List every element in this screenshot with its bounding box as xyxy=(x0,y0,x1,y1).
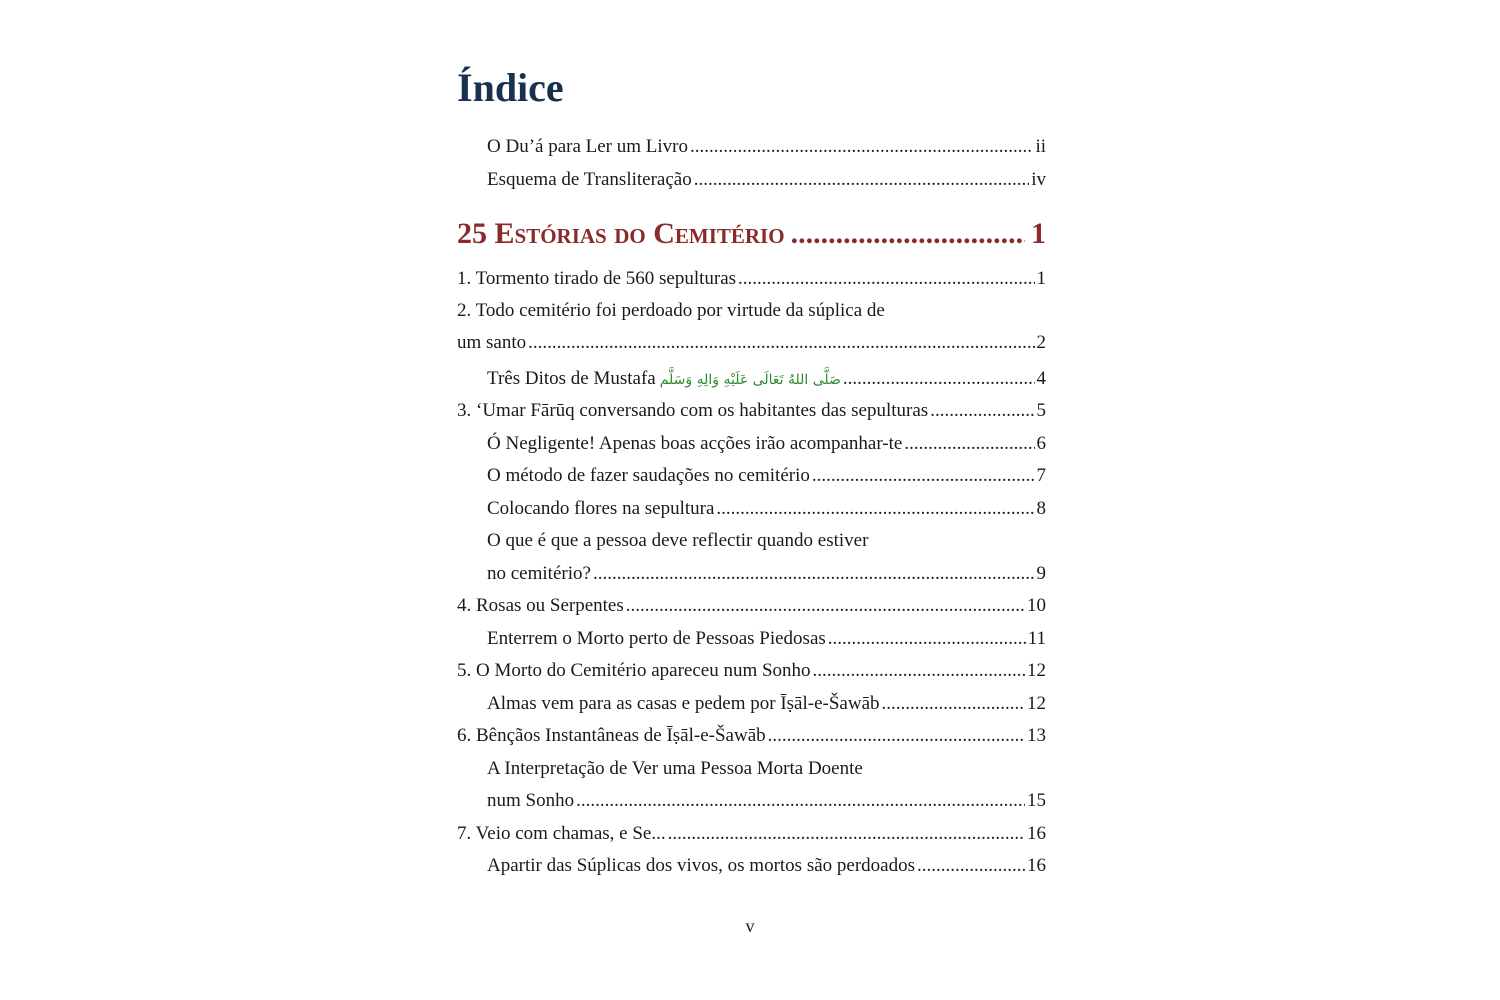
dot-leader xyxy=(828,625,1026,653)
toc-entry-page: 16 xyxy=(1027,823,1046,844)
chapter-title: Estórias do Cemitério xyxy=(494,217,785,250)
toc-entry-dua[interactable] xyxy=(457,133,1046,161)
dot-leader xyxy=(768,722,1025,750)
toc-entry-text-line1[interactable]: A Interpretação de Ver uma Pessoa Morta Doente xyxy=(487,758,863,779)
toc-entry-text: Apartir das Súplicas dos vivos, os mortos são perdoados xyxy=(487,855,915,876)
chapter-heading[interactable] xyxy=(457,214,1046,254)
toc-entry[interactable] xyxy=(457,430,1046,458)
toc-entry-page: 6 xyxy=(1036,433,1046,454)
dot-leader xyxy=(882,690,1025,718)
dot-leader xyxy=(791,214,1025,254)
toc-entry-text: 3. ‘Umar Fārūq conversando com os habitantes das sepulturas xyxy=(457,400,929,421)
toc-entry-text: Esquema de Transliteração xyxy=(487,169,692,190)
dot-leader xyxy=(626,592,1025,620)
toc-entry-text: 5. O Morto do Cemitério apareceu num Sonho xyxy=(457,660,811,681)
toc-entry-page: 11 xyxy=(1027,628,1046,649)
toc-entry-page: 5 xyxy=(1036,400,1046,421)
dot-leader xyxy=(904,430,1034,458)
toc-entry[interactable] xyxy=(457,329,1046,357)
toc-entry-page: 13 xyxy=(1027,725,1046,746)
toc-entry-text: Almas vem para as casas e pedem por Īṣāl-e-Šawāb xyxy=(487,693,880,714)
toc-entry[interactable] xyxy=(457,495,1046,523)
toc-entry-page: 7 xyxy=(1036,465,1046,486)
toc-entry[interactable] xyxy=(457,462,1046,490)
dot-leader xyxy=(576,787,1025,815)
dot-leader xyxy=(738,265,1034,293)
toc-entry-page: 12 xyxy=(1027,693,1046,714)
toc-entry[interactable] xyxy=(457,690,1046,718)
toc-entry[interactable] xyxy=(457,592,1046,620)
toc-entry-text: 6. Bênçãos Instantâneas de Īṣāl-e-Šawāb xyxy=(457,725,766,746)
toc-entry-page: 8 xyxy=(1036,498,1046,519)
dot-leader xyxy=(917,852,1025,880)
dot-leader xyxy=(843,365,1035,393)
toc-entry-page: 2 xyxy=(1036,332,1046,353)
toc-entry-text: 1. Tormento tirado de 560 sepulturas xyxy=(457,268,737,289)
toc-entry-text: no cemitério? xyxy=(487,563,591,584)
toc-entry-page: iv xyxy=(1031,169,1046,190)
toc-entry-text-line1[interactable]: 2. Todo cemitério foi perdoado por virtude da súplica de xyxy=(457,300,885,321)
toc-entry[interactable] xyxy=(457,722,1046,750)
toc-entry-text: um santo xyxy=(457,332,527,353)
toc-entry-page: 10 xyxy=(1027,595,1046,616)
toc-entry-text: O método de fazer saudações no cemitério xyxy=(487,465,810,486)
toc-entry[interactable] xyxy=(457,397,1046,425)
toc-entry-text: O Du’á para Ler um Livro xyxy=(487,136,689,157)
toc-entry-page: 1 xyxy=(1036,268,1046,289)
toc-entry-page: 16 xyxy=(1027,855,1046,876)
page-title: Índice xyxy=(457,65,564,110)
dot-leader xyxy=(812,462,1035,490)
arabic-salutation: صَلَّى اللهُ تَعَالَى عَلَيْهِ وَالِهِ وَسَلَّم xyxy=(659,372,841,388)
toc-entry[interactable] xyxy=(457,560,1046,588)
toc-entry[interactable] xyxy=(457,787,1046,815)
toc-entry[interactable] xyxy=(457,820,1046,848)
toc-entry-page: 15 xyxy=(1027,790,1046,811)
chapter-page: 1 xyxy=(1031,217,1046,250)
toc-entry-page: 4 xyxy=(1036,368,1046,389)
toc-entry-page: 9 xyxy=(1036,563,1046,584)
dot-leader xyxy=(690,133,1033,161)
dot-leader xyxy=(930,397,1034,425)
dot-leader xyxy=(668,820,1025,848)
dot-leader xyxy=(694,166,1029,194)
dot-leader xyxy=(593,560,1035,588)
toc-entry-page: 12 xyxy=(1027,660,1046,681)
toc-entry-text: Três Ditos de Mustafa xyxy=(487,368,656,389)
toc-entry[interactable] xyxy=(457,852,1046,880)
toc-entry-text: num Sonho xyxy=(487,790,575,811)
toc-entry[interactable] xyxy=(457,625,1046,653)
toc-entry-text: 7. Veio com chamas, e Se... xyxy=(457,823,666,844)
toc-entry[interactable] xyxy=(457,265,1046,293)
dot-leader xyxy=(528,329,1034,357)
chapter-number: 25 xyxy=(457,217,487,250)
toc-entry-transliteration[interactable] xyxy=(457,166,1046,194)
dot-leader xyxy=(716,495,1034,523)
toc-entry-text: Colocando flores na sepultura xyxy=(487,498,715,519)
toc-entry-page: ii xyxy=(1035,136,1046,157)
page-number: v xyxy=(745,916,755,936)
toc-entry-text: Ó Negligente! Apenas boas acções irão acompanhar-te xyxy=(487,433,903,454)
toc-entry-text-line1[interactable]: O que é que a pessoa deve reflectir quando estiver xyxy=(487,530,869,551)
toc-entry[interactable] xyxy=(457,657,1046,685)
toc-entry-text: Enterrem o Morto perto de Pessoas Piedosas xyxy=(487,628,826,649)
dot-leader xyxy=(813,657,1025,685)
toc-entry-text: 4. Rosas ou Serpentes xyxy=(457,595,624,616)
toc-entry[interactable] xyxy=(457,365,1046,393)
